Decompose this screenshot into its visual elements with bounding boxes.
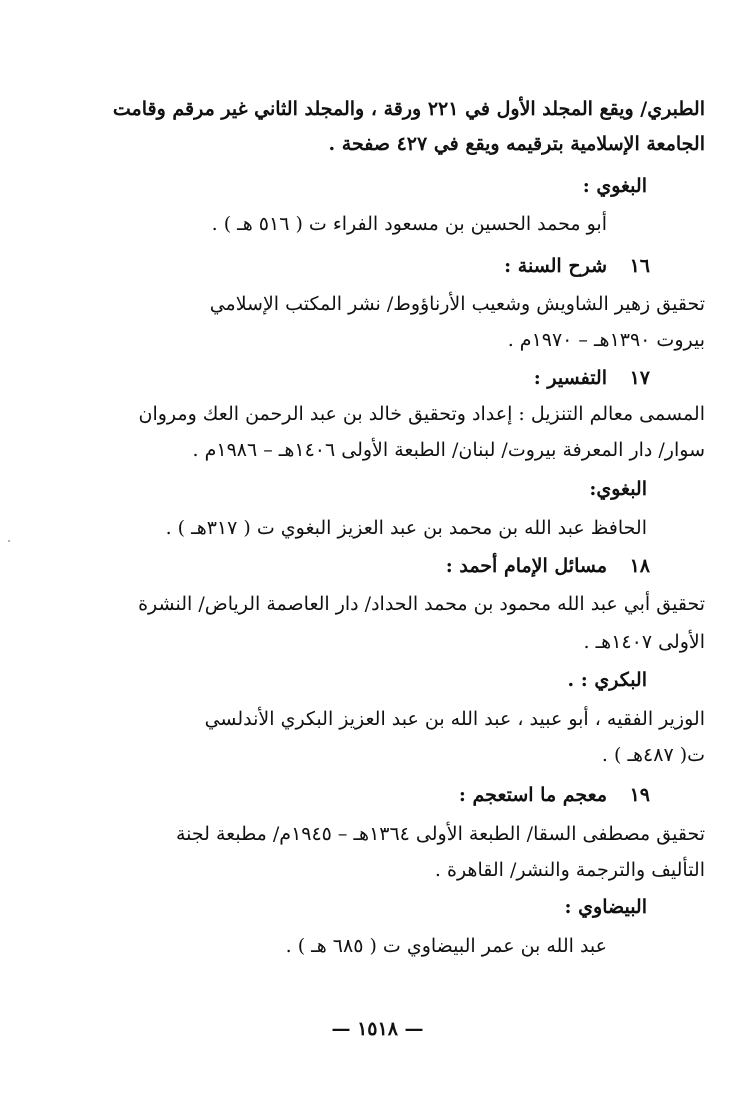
text-line: سوار/ دار المعرفة بيروت/ لبنان/ الطبعة الأولى ١٤٠٦هـ – ١٩٨٦م . xyxy=(192,439,705,461)
page-number: — ١٥١٨ — xyxy=(331,1018,424,1040)
text-line: ت( ٤٨٧هـ ) . xyxy=(601,744,705,766)
text-line: تحقيق أبي عبد الله محمود بن محمد الحداد/ دار العاصمة الرياض/ النشرة xyxy=(138,593,705,615)
text-line: التأليف والترجمة والنشر/ القاهرة . xyxy=(434,859,705,881)
entry-number: ١٩ xyxy=(629,784,650,806)
entry-heading: شرح السنة : xyxy=(504,255,607,277)
section-heading: البغوي: xyxy=(589,478,647,500)
text-line: الأولى ١٤٠٧هـ . xyxy=(583,631,705,653)
entry-heading: مسائل الإمام أحمد : xyxy=(445,555,607,577)
text-line: أبو محمد الحسين بن مسعود الفراء ت ( ٥١٦ هـ ) . xyxy=(211,213,607,235)
section-heading: البغوي : xyxy=(582,175,647,197)
text-line: الحافظ عبد الله بن محمد بن عبد العزيز البغوي ت ( ٣١٧هـ ) . xyxy=(165,517,647,539)
text-line: عبد الله بن عمر البيضاوي ت ( ٦٨٥ هـ ) . xyxy=(285,935,607,957)
text-line: تحقيق مصطفى السقا/ الطبعة الأولى ١٣٦٤هـ – ١٩٤٥م/ مطبعة لجنة xyxy=(175,823,705,845)
text-line: الوزير الفقيه ، أبو عبيد ، عبد الله بن عبد العزيز البكري الأندلسي xyxy=(204,708,705,730)
entry-number: ١٦ xyxy=(629,255,650,277)
text-line: الجامعة الإسلامية بترقيمه ويقع في ٤٢٧ صفحة . xyxy=(328,133,705,155)
entry-heading: التفسير : xyxy=(533,367,607,389)
scan-speck xyxy=(8,540,10,542)
text-line: الطبري/ ويقع المجلد الأول في ٢٢١ ورقة ، والمجلد الثاني غير مرقم وقامت xyxy=(112,98,705,120)
text-line: تحقيق زهير الشاويش وشعيب الأرناؤوط/ نشر المكتب الإسلامي xyxy=(209,293,705,315)
entry-number: ١٧ xyxy=(629,367,650,389)
entry-number: ١٨ xyxy=(629,555,650,577)
section-heading: البيضاوي : xyxy=(564,896,647,918)
text-line: المسمى معالم التنزيل : إعداد وتحقيق خالد بن عبد الرحمن العك ومروان xyxy=(138,403,705,425)
section-heading: البكري : . xyxy=(567,669,647,691)
text-line: بيروت ١٣٩٠هـ – ١٩٧٠م . xyxy=(507,329,705,351)
entry-heading: معجم ما استعجم : xyxy=(458,784,607,806)
